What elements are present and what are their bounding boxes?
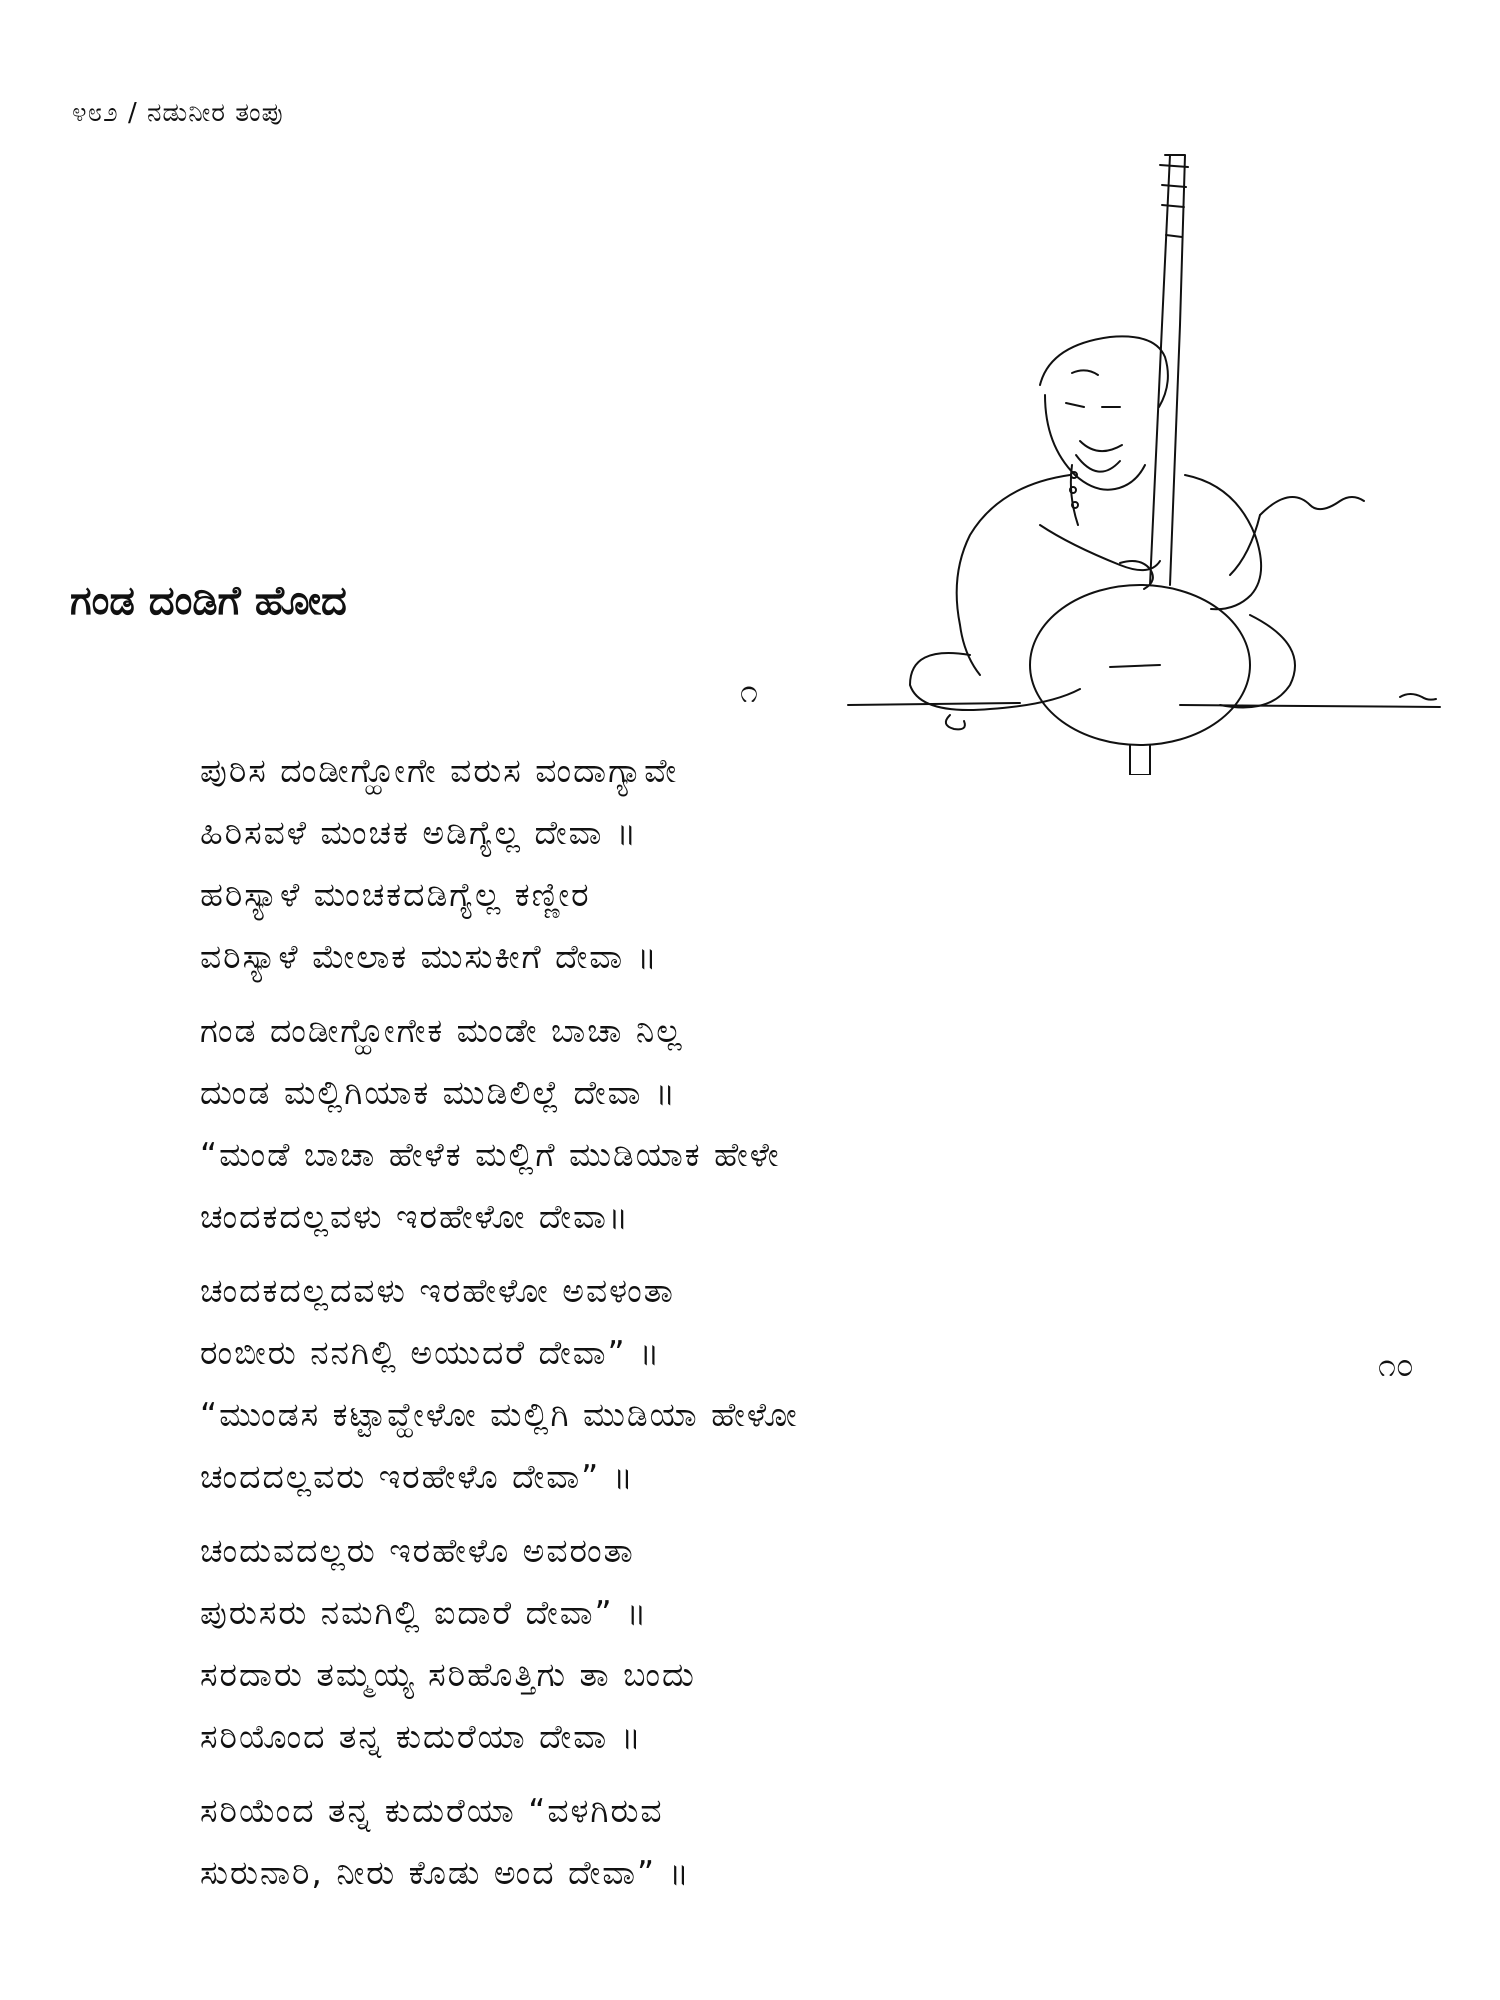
poem-line: ಹರಿಸ್ಯಾಳೆ ಮಂಚಕದಡಿಗ್ಯೆಲ್ಲ ಕಣ್ಣೀರ: [200, 875, 591, 914]
poem-line: ಹಿರಿಸವಳೆ ಮಂಚಕ ಅಡಿಗ್ಯೆಲ್ಲ ದೇವಾ ॥: [200, 813, 639, 852]
poem-line: ಚಂದಕದಲ್ಲವಳು ಇರಹೇಳೋ ದೇವಾ॥: [200, 1197, 631, 1236]
poem-line: ಪುರಿಸ ದಂಡೀಗ್ಹೋಗೇ ವರುಸ ವಂದಾಗ್ಯಾವೇ: [200, 751, 679, 790]
poem-line: ಸರಿಯೊಂದ ತನ್ನ ಕುದುರೆಯಾ ದೇವಾ ॥: [200, 1717, 643, 1756]
line-number: ೧೦: [1378, 1346, 1414, 1384]
poem-line: ಸುರುನಾರಿ, ನೀರು ಕೊಡು ಅಂದ ದೇವಾ” ॥: [200, 1853, 691, 1892]
poem-line: ಸರಿಯೆಂದ ತನ್ನ ಕುದುರೆಯಾ “ವಳಗಿರುವ: [200, 1791, 664, 1830]
poem-body: [200, 740, 1350, 1916]
poem-line: ಚಂದಕದಲ್ಲದವಳು ಇರಹೇಳೋ ಅವಳಂತಾ: [200, 1271, 675, 1310]
stanza: [200, 1000, 1350, 1248]
poem-line: ಗಂಡ ದಂಡೀಗ್ಹೋಗೇಕ ಮಂಡೇ ಬಾಚಾ ನಿಲ್ಲ: [200, 1011, 684, 1050]
poem-line: ಚಂದುವದಲ್ಲರು ಇರಹೇಳೊ ಅವರಂತಾ: [200, 1531, 635, 1570]
stanza: [200, 1780, 1350, 1904]
poem-line: “ಮಂಡೆ ಬಾಚಾ ಹೇಳೆಕ ಮಲ್ಲಿಗೆ ಮುಡಿಯಾಕ ಹೇಳೇ: [200, 1135, 781, 1174]
poem-line: ರಂಬೀರು ನನಗಿಲ್ಲಿ ಅಯುದರೆ ದೇವಾ” ॥: [200, 1333, 662, 1372]
stanza: [200, 1260, 1350, 1508]
poem-title: ಗಂಡ ದಂಡಿಗೆ ಹೋದ: [70, 578, 347, 624]
poem-line: “ಮುಂಡಸ ಕಟ್ಟಾವ್ಹೇಳೋ ಮಲ್ಲಿಗಿ ಮುಡಿಯಾ ಹೇಳೋ: [200, 1395, 799, 1434]
poem-line: ದುಂಡ ಮಲ್ಲಿಗಿಯಾಕ ಮುಡಿಲಿಲ್ಲೆ ದೇವಾ ॥: [200, 1073, 678, 1112]
poem-line: ಪುರುಸರು ನಮಗಿಲ್ಲಿ ಐದಾರೆ ದೇವಾ” ॥: [200, 1593, 649, 1632]
page-header: ೪೮೨ / ನಡುನೀರ ತಂಪು: [72, 98, 284, 128]
poem-line: ಚಂದದಲ್ಲವರು ಇರಹೇಳೊ ದೇವಾ” ॥: [200, 1457, 635, 1496]
section-number: ೧: [740, 672, 758, 710]
stanza: [200, 740, 1350, 988]
stanza: [200, 1520, 1350, 1768]
poem-line: ವರಿಸ್ಯಾಳೆ ಮೇಲಾಕ ಮುಸುಕೀಗೆ ದೇವಾ ॥: [200, 937, 659, 976]
poem-line: ಸರದಾರು ತಮ್ಮಯ್ಯ ಸರಿಹೊತ್ತಿಗು ತಾ ಬಂದು: [200, 1655, 696, 1694]
seated-tambura-player-sketch-icon: [840, 145, 1450, 775]
